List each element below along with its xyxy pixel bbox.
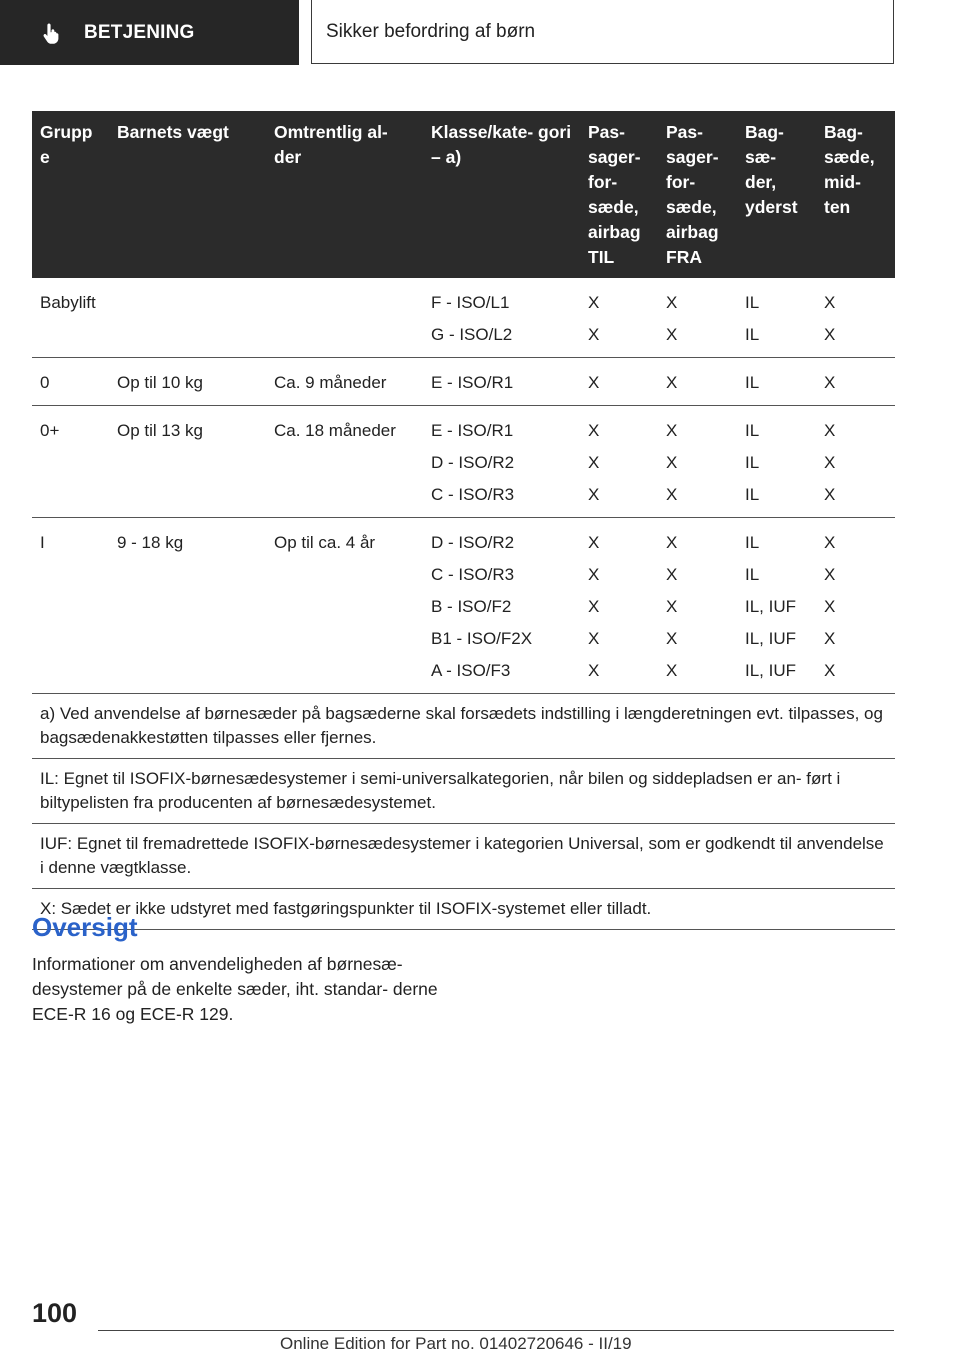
cell-rear-middle-line: X [824,325,836,344]
cell-class-line: C - ISO/R3 [431,485,515,504]
cell-rear-middle [816,278,895,358]
cell-passenger-airbag-on [580,358,658,406]
cell-passenger-airbag-off-line: X [666,533,678,552]
cell-class-line: C - ISO/R3 [431,565,515,584]
cell-passenger-airbag-off-line: X [666,565,678,584]
cell-rear-outer-line: IL, IUF [745,597,797,616]
cell-class-line: F - ISO/L1 [431,293,510,312]
cell-group: 0 [32,358,109,406]
cell-class-line: B1 - ISO/F2X [431,629,533,648]
cell-rear-outer-line: IL [745,293,760,312]
table-row [32,278,895,358]
cell-group: 0+ [32,406,109,518]
cell-class-line: D - ISO/R2 [431,533,515,552]
header-cell-passenger-airbag-off: Pas- sager- for- sæde, airbag FRA [658,111,737,278]
cell-rear-outer-line: IL [745,453,760,472]
cell-rear-outer-line: IL, IUF [745,629,797,648]
cell-passenger-airbag-off-line: X [666,293,678,312]
cell-passenger-airbag-on-line: X [588,325,600,344]
cell-passenger-airbag-on-line: X [588,629,600,648]
cell-passenger-airbag-off [658,406,737,518]
cell-rear-middle-line: X [824,485,836,504]
overview-text: Informationer om anvendeligheden af børnesæ- desystemer på de enkelte sæder, iht. standar- derne ECE-R 16 og ECE-R 129. [32,954,438,1024]
header-section-label: BETJENING [84,21,195,43]
cell-passenger-airbag-off [658,278,737,358]
cell-passenger-airbag-on-line: X [588,421,600,440]
header-cell-passenger-airbag-on: Pas- sager- for- sæde, airbag TIL [580,111,658,278]
cell-passenger-airbag-on-line: X [588,373,600,392]
cell-rear-middle-line: X [824,533,836,552]
cell-passenger-airbag-on-line: X [588,293,600,312]
isofix-table [32,111,895,930]
cell-class [423,278,580,358]
header-cell-rear-outer: Bag- sæ- der, yderst [737,111,816,278]
header-title-box [311,0,894,64]
footer-edition: Online Edition for Part no. 01402720646 - II/19 [280,1334,632,1353]
table-header-row [32,111,895,278]
cell-rear-middle [816,518,895,694]
cell-rear-middle-line: X [824,661,836,680]
cell-rear-middle-line: X [824,629,836,648]
cell-class-line: E - ISO/R1 [431,373,514,392]
cell-group: I [32,518,109,694]
table-note-row [32,824,895,889]
table-row [32,358,895,406]
cell-rear-middle-line: X [824,421,836,440]
table-note: a) Ved anvendelse af børnesæder på bagsæderne skal forsædets indstilling i længderetningen evt. tilpasses, og bagsædenakkestøtten tilpasses eller fjernes. [32,694,895,759]
cell-passenger-airbag-on [580,406,658,518]
cell-passenger-airbag-on-line: X [588,453,600,472]
cell-passenger-airbag-off-line: X [666,325,678,344]
hand-pointer-icon [40,21,64,45]
cell-passenger-airbag-off-line: X [666,453,678,472]
footer-divider [98,1330,894,1331]
table-note-row [32,694,895,759]
cell-rear-middle-line: X [824,453,836,472]
cell-age: Ca. 9 måneder [266,358,423,406]
cell-passenger-airbag-on [580,518,658,694]
cell-rear-outer-line: IL [745,533,760,552]
cell-rear-outer [737,278,816,358]
cell-rear-outer-line: IL [745,325,760,344]
cell-rear-outer-line: IL [745,565,760,584]
cell-passenger-airbag-off [658,358,737,406]
cell-rear-middle-line: X [824,597,836,616]
cell-weight: 9 - 18 kg [109,518,266,694]
cell-rear-middle [816,358,895,406]
header-section-tab [0,0,299,65]
cell-class-line: E - ISO/R1 [431,421,514,440]
table-note-row [32,759,895,824]
table-note: IUF: Egnet til fremadrettede ISOFIX-børnesædesystemer i kategorien Universal, som er godkendt til anvendelse i denne vægtklasse. [32,824,895,889]
cell-passenger-airbag-off-line: X [666,629,678,648]
cell-rear-outer [737,406,816,518]
cell-class-line: B - ISO/F2 [431,597,512,616]
header-cell-weight: Barnets vægt [109,111,266,278]
table-note: X: Sædet er ikke udstyret med fastgøringspunkter til ISOFIX-systemet eller tilladt. [32,889,895,930]
cell-passenger-airbag-off-line: X [666,421,678,440]
overview-heading: Oversigt [32,912,138,942]
table-row [32,518,895,694]
cell-class-line: G - ISO/L2 [431,325,513,344]
cell-rear-middle-line: X [824,565,836,584]
cell-passenger-airbag-off-line: X [666,373,678,392]
cell-class-line: D - ISO/R2 [431,453,515,472]
cell-rear-middle-line: X [824,293,836,312]
cell-age [266,278,423,358]
cell-class [423,358,580,406]
header-cell-rear-middle: Bag- sæde, mid- ten [816,111,895,278]
cell-passenger-airbag-off-line: X [666,597,678,616]
cell-rear-middle-line: X [824,373,836,392]
cell-rear-middle [816,406,895,518]
cell-rear-outer [737,358,816,406]
cell-passenger-airbag-off [658,518,737,694]
cell-rear-outer-line: IL [745,421,760,440]
cell-rear-outer [737,518,816,694]
cell-age: Op til ca. 4 år [266,518,423,694]
page-number: 100 [32,1298,78,1328]
cell-passenger-airbag-off-line: X [666,485,678,504]
cell-rear-outer-line: IL [745,373,760,392]
cell-rear-outer-line: IL [745,485,760,504]
cell-class [423,518,580,694]
header-cell-class: Klasse/kate- gori – a) [423,111,580,278]
table-row [32,406,895,518]
header-cell-age: Omtrentlig al- der [266,111,423,278]
cell-passenger-airbag-on-line: X [588,565,600,584]
table-note: IL: Egnet til ISOFIX-børnesædesystemer i semi-universalkategorien, når bilen og siddepladsen er an- ført i biltypelisten fra producenten af børnesædesystemet. [32,759,895,824]
cell-weight: Op til 10 kg [109,358,266,406]
header-cell-group: Grupp e [32,111,109,278]
cell-passenger-airbag-on-line: X [588,533,600,552]
cell-weight: Op til 13 kg [109,406,266,518]
cell-rear-outer-line: IL, IUF [745,661,797,680]
table-note-row [32,889,895,930]
cell-group: Babylift [32,278,109,358]
cell-weight [109,278,266,358]
cell-class [423,406,580,518]
cell-passenger-airbag-on [580,278,658,358]
cell-age: Ca. 18 måneder [266,406,423,518]
cell-passenger-airbag-on-line: X [588,597,600,616]
cell-passenger-airbag-off-line: X [666,661,678,680]
cell-passenger-airbag-on-line: X [588,661,600,680]
header-title: Sikker befordring af børn [326,20,536,42]
cell-passenger-airbag-on-line: X [588,485,600,504]
cell-class-line: A - ISO/F3 [431,661,511,680]
